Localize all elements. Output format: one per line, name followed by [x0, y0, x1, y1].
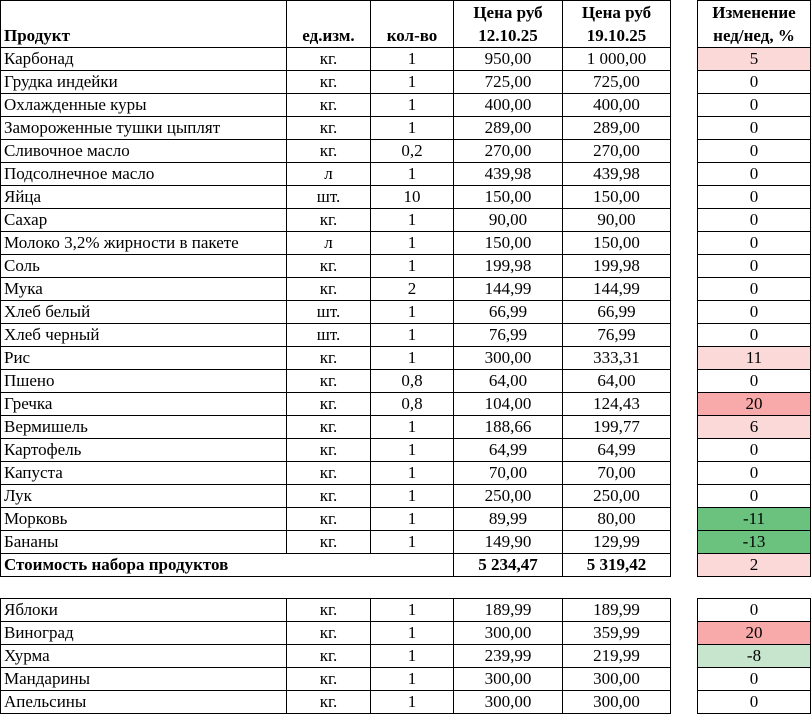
gap [671, 278, 698, 301]
header-product: Продукт [1, 24, 287, 48]
header-change-unit: нед/нед, % [698, 24, 811, 48]
product-name: Грудка индейки [1, 71, 287, 94]
change-percent: 0 [698, 668, 811, 691]
unit: кг. [287, 255, 371, 278]
gap [671, 209, 698, 232]
header-row-bottom [1, 24, 811, 48]
quantity: 1 [371, 94, 454, 117]
price-new: 64,99 [563, 439, 671, 462]
unit: шт. [287, 186, 371, 209]
table-row [1, 393, 811, 416]
unit: кг. [287, 439, 371, 462]
quantity: 1 [371, 485, 454, 508]
product-name: Охлажденные куры [1, 94, 287, 117]
product-name: Карбонад [1, 48, 287, 71]
unit: кг. [287, 531, 371, 554]
product-name: Бананы [1, 531, 287, 554]
price-old: 144,99 [454, 278, 563, 301]
price-old: 104,00 [454, 393, 563, 416]
gap [671, 1, 698, 25]
change-percent: 0 [698, 255, 811, 278]
quantity: 2 [371, 278, 454, 301]
unit: кг. [287, 393, 371, 416]
quantity: 1 [371, 324, 454, 347]
quantity: 0,8 [371, 393, 454, 416]
gap [671, 554, 698, 577]
unit: кг. [287, 48, 371, 71]
table-row [1, 416, 811, 439]
quantity: 1 [371, 232, 454, 255]
unit: кг. [287, 462, 371, 485]
product-name: Хлеб черный [1, 324, 287, 347]
table-row [1, 599, 811, 622]
quantity: 1 [371, 48, 454, 71]
quantity: 10 [371, 186, 454, 209]
table-row [1, 232, 811, 255]
gap [671, 301, 698, 324]
price-old: 70,00 [454, 462, 563, 485]
change-percent: 0 [698, 439, 811, 462]
product-name: Яблоки [1, 599, 287, 622]
header-product-top [1, 1, 287, 25]
unit: кг. [287, 94, 371, 117]
change-percent: -11 [698, 508, 811, 531]
unit: кг. [287, 71, 371, 94]
gap [671, 347, 698, 370]
price-old: 439,98 [454, 163, 563, 186]
price-new: 300,00 [563, 691, 671, 714]
gap [671, 462, 698, 485]
unit: кг. [287, 278, 371, 301]
change-percent: 0 [698, 71, 811, 94]
quantity: 1 [371, 117, 454, 140]
header-row-top [1, 1, 811, 25]
table-row [1, 278, 811, 301]
quantity: 1 [371, 347, 454, 370]
total-label: Стоимость набора продуктов [1, 554, 454, 577]
unit: кг. [287, 370, 371, 393]
unit: шт. [287, 324, 371, 347]
total-price-new: 5 319,42 [563, 554, 671, 577]
product-name: Сливочное масло [1, 140, 287, 163]
price-old: 239,99 [454, 645, 563, 668]
price-new: 150,00 [563, 186, 671, 209]
product-name: Пшено [1, 370, 287, 393]
gap [671, 324, 698, 347]
price-old: 300,00 [454, 622, 563, 645]
gap [671, 255, 698, 278]
price-new: 70,00 [563, 462, 671, 485]
spacer [1, 577, 811, 599]
gap [671, 117, 698, 140]
price-new: 124,43 [563, 393, 671, 416]
price-new: 300,00 [563, 668, 671, 691]
change-percent: 20 [698, 622, 811, 645]
gap [671, 94, 698, 117]
product-name: Замороженные тушки цыплят [1, 117, 287, 140]
quantity: 1 [371, 462, 454, 485]
price-old: 90,00 [454, 209, 563, 232]
total-row [1, 554, 811, 577]
unit: кг. [287, 645, 371, 668]
header-price1-label: Цена руб [454, 1, 563, 25]
product-name: Яйца [1, 186, 287, 209]
gap [671, 691, 698, 714]
unit: шт. [287, 301, 371, 324]
table-row [1, 622, 811, 645]
price-old: 950,00 [454, 48, 563, 71]
price-old: 64,99 [454, 439, 563, 462]
price-new: 189,99 [563, 599, 671, 622]
price-old: 66,99 [454, 301, 563, 324]
table-row [1, 48, 811, 71]
gap [671, 393, 698, 416]
product-name: Картофель [1, 439, 287, 462]
header-qty: кол-во [371, 24, 454, 48]
price-old: 149,90 [454, 531, 563, 554]
price-old: 400,00 [454, 94, 563, 117]
change-percent: 0 [698, 140, 811, 163]
table-row [1, 668, 811, 691]
quantity: 1 [371, 439, 454, 462]
table-row [1, 94, 811, 117]
price-new: 400,00 [563, 94, 671, 117]
table-row [1, 140, 811, 163]
price-new: 80,00 [563, 508, 671, 531]
product-name: Мука [1, 278, 287, 301]
unit: кг. [287, 117, 371, 140]
change-percent: 0 [698, 94, 811, 117]
gap [671, 140, 698, 163]
change-percent: 0 [698, 163, 811, 186]
product-name: Мандарины [1, 668, 287, 691]
price-new: 150,00 [563, 232, 671, 255]
unit: кг. [287, 668, 371, 691]
product-name: Вермишель [1, 416, 287, 439]
table-row [1, 117, 811, 140]
price-new: 333,31 [563, 347, 671, 370]
product-name: Морковь [1, 508, 287, 531]
product-name: Молоко 3,2% жирности в пакете [1, 232, 287, 255]
total-price-old: 5 234,47 [454, 554, 563, 577]
price-old: 270,00 [454, 140, 563, 163]
header-price2-date: 19.10.25 [563, 24, 671, 48]
price-old: 725,00 [454, 71, 563, 94]
price-new: 199,77 [563, 416, 671, 439]
product-name: Виноград [1, 622, 287, 645]
quantity: 1 [371, 622, 454, 645]
table-row [1, 462, 811, 485]
change-percent: 0 [698, 691, 811, 714]
unit: кг. [287, 347, 371, 370]
price-new: 76,99 [563, 324, 671, 347]
gap [671, 232, 698, 255]
change-percent: 11 [698, 347, 811, 370]
gap [671, 508, 698, 531]
table-row [1, 324, 811, 347]
price-new: 289,00 [563, 117, 671, 140]
header-qty-top [371, 1, 454, 25]
price-old: 189,99 [454, 599, 563, 622]
table-row [1, 347, 811, 370]
change-percent: 0 [698, 117, 811, 140]
table-row [1, 691, 811, 714]
table-row [1, 508, 811, 531]
quantity: 1 [371, 645, 454, 668]
price-new: 359,99 [563, 622, 671, 645]
gap [671, 71, 698, 94]
price-new: 270,00 [563, 140, 671, 163]
table-row [1, 209, 811, 232]
unit: кг. [287, 622, 371, 645]
quantity: 1 [371, 691, 454, 714]
table-row [1, 531, 811, 554]
price-new: 90,00 [563, 209, 671, 232]
unit: кг. [287, 416, 371, 439]
gap [671, 531, 698, 554]
quantity: 1 [371, 416, 454, 439]
price-old: 150,00 [454, 186, 563, 209]
product-name: Сахар [1, 209, 287, 232]
quantity: 1 [371, 255, 454, 278]
quantity: 1 [371, 163, 454, 186]
price-old: 300,00 [454, 668, 563, 691]
unit: кг. [287, 209, 371, 232]
spacer-row [1, 577, 811, 599]
table-row [1, 485, 811, 508]
change-percent: 5 [698, 48, 811, 71]
change-percent: 0 [698, 485, 811, 508]
price-new: 64,00 [563, 370, 671, 393]
table-row [1, 645, 811, 668]
quantity: 0,2 [371, 140, 454, 163]
gap [671, 370, 698, 393]
table-row [1, 301, 811, 324]
price-old: 89,99 [454, 508, 563, 531]
gap [671, 24, 698, 48]
price-new: 66,99 [563, 301, 671, 324]
price-old: 199,98 [454, 255, 563, 278]
gap [671, 668, 698, 691]
gap [671, 485, 698, 508]
price-new: 250,00 [563, 485, 671, 508]
unit: кг. [287, 508, 371, 531]
price-old: 289,00 [454, 117, 563, 140]
change-percent: 0 [698, 462, 811, 485]
table-row [1, 186, 811, 209]
gap [671, 48, 698, 71]
header-price2-label: Цена руб [563, 1, 671, 25]
gap [671, 599, 698, 622]
gap [671, 163, 698, 186]
table-row [1, 370, 811, 393]
price-old: 300,00 [454, 347, 563, 370]
price-old: 300,00 [454, 691, 563, 714]
change-percent: 20 [698, 393, 811, 416]
change-percent: 0 [698, 209, 811, 232]
quantity: 1 [371, 599, 454, 622]
price-old: 76,99 [454, 324, 563, 347]
price-new: 219,99 [563, 645, 671, 668]
price-old: 64,00 [454, 370, 563, 393]
price-old: 150,00 [454, 232, 563, 255]
product-name: Лук [1, 485, 287, 508]
product-name: Хлеб белый [1, 301, 287, 324]
gap [671, 439, 698, 462]
unit: кг. [287, 691, 371, 714]
change-percent: 0 [698, 232, 811, 255]
product-name: Апельсины [1, 691, 287, 714]
product-name: Капуста [1, 462, 287, 485]
unit: кг. [287, 599, 371, 622]
price-old: 250,00 [454, 485, 563, 508]
product-name: Хурма [1, 645, 287, 668]
quantity: 1 [371, 301, 454, 324]
table-row [1, 71, 811, 94]
product-name: Соль [1, 255, 287, 278]
header-change-label: Изменение [698, 1, 811, 25]
quantity: 1 [371, 209, 454, 232]
header-unit-top [287, 1, 371, 25]
price-new: 439,98 [563, 163, 671, 186]
price-new: 129,99 [563, 531, 671, 554]
quantity: 1 [371, 668, 454, 691]
unit: л [287, 232, 371, 255]
total-change-percent: 2 [698, 554, 811, 577]
change-percent: -13 [698, 531, 811, 554]
header-price1-date: 12.10.25 [454, 24, 563, 48]
unit: кг. [287, 140, 371, 163]
unit: кг. [287, 485, 371, 508]
quantity: 1 [371, 71, 454, 94]
price-new: 144,99 [563, 278, 671, 301]
change-percent: 6 [698, 416, 811, 439]
product-name: Гречка [1, 393, 287, 416]
change-percent: 0 [698, 370, 811, 393]
table-row [1, 255, 811, 278]
price-new: 199,98 [563, 255, 671, 278]
unit: л [287, 163, 371, 186]
header-unit: ед.изм. [287, 24, 371, 48]
change-percent: 0 [698, 301, 811, 324]
change-percent: 0 [698, 324, 811, 347]
table-row [1, 163, 811, 186]
price-new: 1 000,00 [563, 48, 671, 71]
gap [671, 622, 698, 645]
price-new: 725,00 [563, 71, 671, 94]
product-name: Рис [1, 347, 287, 370]
gap [671, 645, 698, 668]
price-old: 188,66 [454, 416, 563, 439]
gap [671, 416, 698, 439]
quantity: 1 [371, 508, 454, 531]
product-name: Подсолнечное масло [1, 163, 287, 186]
change-percent: 0 [698, 278, 811, 301]
gap [671, 186, 698, 209]
table-row [1, 439, 811, 462]
change-percent: -8 [698, 645, 811, 668]
change-percent: 0 [698, 186, 811, 209]
quantity: 1 [371, 531, 454, 554]
quantity: 0,8 [371, 370, 454, 393]
change-percent: 0 [698, 599, 811, 622]
